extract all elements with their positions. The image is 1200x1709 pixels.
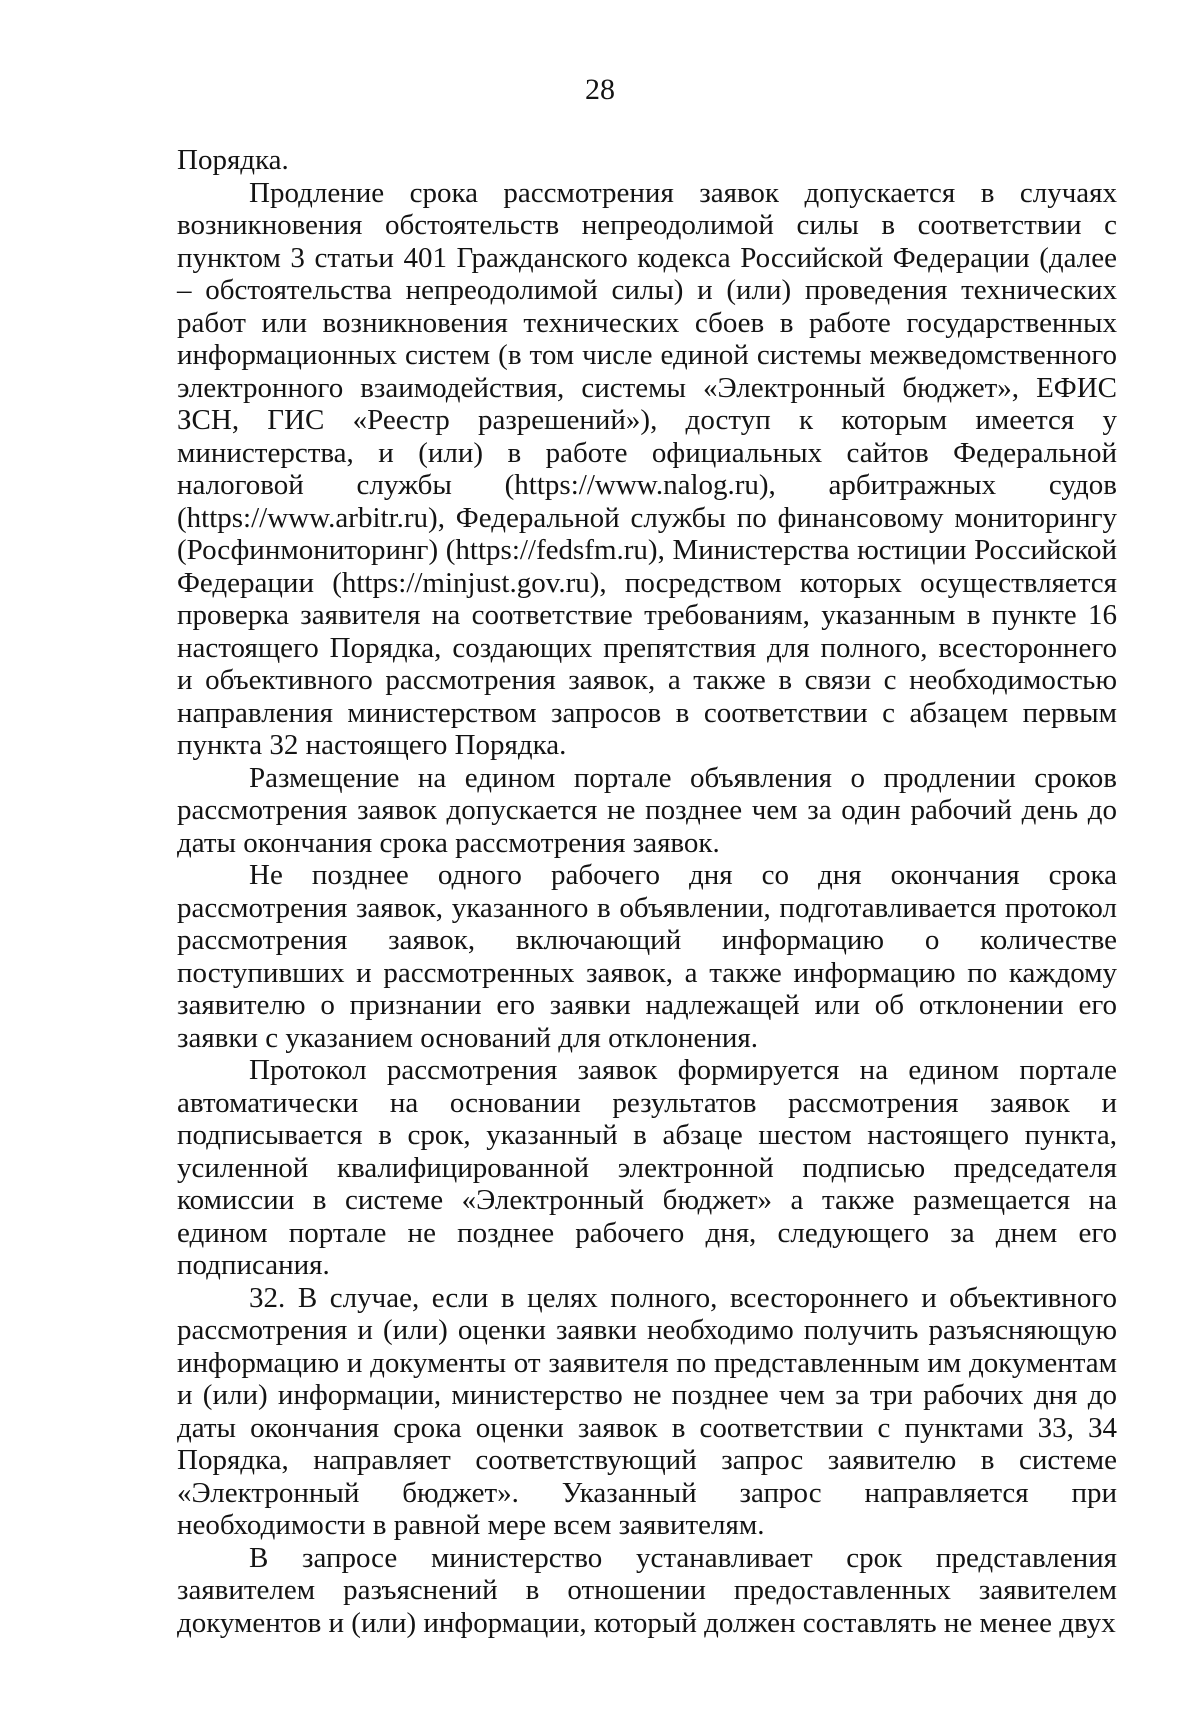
paragraph-item-32: 32. В случае, если в целях полного, всестороннего и объективного рассмотрения и (или) оценки заявки необходимо получить разъясняющую информацию и документы от заявителя по представленным им документам и (или) информации, министерство не позднее чем за три рабочих дня до даты окончания срока оценки заявок в соответствии с пунктами 33, 34 Порядка, направляет соответствующий запрос заявителю в системе «Электронный бюджет». Указанный запрос направляется при необходимости в равной мере всем заявителям.: [177, 1281, 1117, 1541]
document-body: [177, 144, 1117, 1639]
page-number: 28: [585, 73, 615, 106]
paragraph-extension-announcement: Размещение на едином портале объявления о продлении сроков рассмотрения заявок допускается не позднее чем за один рабочий день до даты окончания срока рассмотрения заявок.: [177, 761, 1117, 859]
paragraph-review-protocol-preparation: Не позднее одного рабочего дня со дня окончания срока рассмотрения заявок, указанного в объявлении, подготавливается протокол рассмотрения заявок, включающий информацию о количестве поступивших и рассмотренных заявок, а также информацию по каждому заявителю о признании его заявки надлежащей или об отклонении его заявки с указанием оснований для отклонения.: [177, 859, 1117, 1054]
paragraph-continuation: Порядка.: [177, 144, 289, 176]
paragraph-review-protocol-signing: Протокол рассмотрения заявок формируется на едином портале автоматически на основании результатов рассмотрения заявок и подписывается в срок, указанный в абзаце шестом настоящего пункта, усиленной квалифицированной электронной подписью председателя комиссии в системе «Электронный бюджет» а также размещается на едином портале не позднее рабочего дня, следующего за днем его подписания.: [177, 1054, 1117, 1281]
paragraph-extension-of-review-period: Продление срока рассмотрения заявок допускается в случаях возникновения обстоятельств непреодолимой силы в соответствии с пунктом 3 статьи 401 Гражданского кодекса Российской Федерации (далее – обстоятельства непреодолимой силы) и (или) проведения технических работ или возникновения технических сбоев в работе государственных информационных систем (в том числе единой системы межведомственного электронного взаимодействия, системы «Электронный бюджет», ЕФИС ЗСН, ГИС «Реестр разрешений»), доступ к которым имеется у министерства, и (или) в работе официальных сайтов Федеральной налоговой службы (https://www.nalog.ru), арбитражных судов (https://www.arbitr.ru), Федеральной службы по финансовому мониторингу (Росфинмониторинг) (https://fedsfm.ru), Министерства юстиции Российской Федерации (https://minjust.gov.ru), посредством которых осуществляется проверка заявителя на соответствие требованиям, указанным в пункте 16 настоящего Порядка, создающих препятствия для полного, всестороннего и объективного рассмотрения заявок, а также в связи с необходимостью направления министерством запросов в соответствии с абзацем первым пункта 32 настоящего Порядка.: [177, 176, 1117, 761]
paragraph-request-deadline: В запросе министерство устанавливает срок представления заявителем разъяснений в отношении предоставленных заявителем документов и (или) информации, который должен составлять не менее двух: [177, 1541, 1117, 1639]
